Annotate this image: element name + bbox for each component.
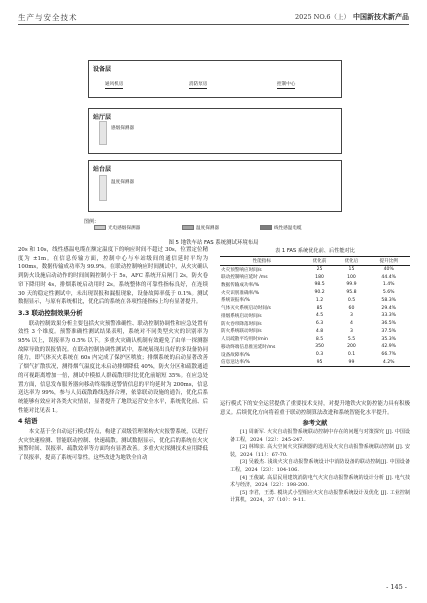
table-cell: 气体灭火系统启动时间/s — [221, 306, 271, 312]
table-row — [220, 289, 410, 297]
table-row — [220, 359, 410, 367]
table-cell: 6.3 — [315, 321, 324, 327]
legend-swatch — [260, 225, 272, 230]
legend-swatch — [94, 225, 106, 230]
references-heading: 参考文献 — [302, 420, 328, 428]
table-cell: 5.5 — [347, 336, 356, 342]
performance-table — [220, 256, 410, 367]
table-cell: 180 — [315, 274, 324, 280]
table-cell: 3 — [350, 328, 353, 334]
device-label: 温度探测器 — [111, 180, 134, 185]
table-cell: 0.3 — [315, 352, 324, 358]
detector-symbol — [99, 121, 107, 145]
table-cell: 29.4% — [381, 305, 397, 311]
left-column — [18, 246, 208, 463]
magazine-name: 中国新技术新产品 — [353, 13, 409, 21]
running-header-section: 生产与安全技术 — [18, 13, 78, 22]
reference-item: [1] 周新军. 火灾自动报警系统联动控制中存在的问题与对策探究 [J]. 中国设备工程，2024（22）：245-247. — [230, 429, 410, 443]
table-cell: 1.4% — [382, 282, 395, 288]
table-cell: 15 — [348, 267, 355, 273]
section-heading: 3.3 联动控制效果分析 — [18, 308, 83, 317]
layer-title: 站厅层 — [93, 114, 112, 121]
table-row — [220, 320, 410, 328]
table-row — [220, 266, 410, 274]
table-cell: 联动控制响应延时 /ms — [221, 275, 268, 281]
fas-layout-diagram — [78, 50, 348, 250]
table-cell: 33.3% — [381, 313, 397, 319]
table-cell: 3 — [350, 313, 353, 319]
table-cell: 58.3% — [381, 297, 397, 303]
layer-title: 站台层 — [93, 166, 112, 173]
legend-item: 线性感温电缆 — [260, 225, 302, 231]
device-label: 消防泵房 — [189, 82, 208, 87]
table-cell: 99.9 — [346, 282, 357, 288]
table-cell: 移动终端信息推送延时/ms — [221, 344, 276, 350]
table-cell: 系统误报率/% — [221, 298, 250, 304]
table-cell: 42.9% — [381, 344, 397, 350]
table-cell: 60 — [348, 305, 355, 311]
table-cell: 设备故障率/% — [221, 352, 250, 358]
reference-item: [4] 王俊斌. 高层民用建筑消防电气火灾自动报警系统的设计分析 [J]. 电气技术与经济，2024（22）：198-200. — [230, 474, 410, 489]
platform-layer-box — [88, 160, 342, 212]
table-cell: 95.8 — [346, 290, 357, 296]
table-row — [220, 335, 410, 343]
legend-item: 光电感烟探测器 — [94, 225, 140, 231]
right-column — [220, 400, 410, 505]
legend-swatch — [182, 225, 194, 230]
table-row — [220, 273, 410, 281]
table-cell: 0.5 — [347, 297, 356, 303]
table-cell: 数据传输成功率/% — [221, 282, 260, 288]
table-caption: 表 1 FAS 系统优化前、后性能对比 — [275, 248, 355, 254]
table-cell: 0.1 — [347, 352, 356, 358]
header-rule — [18, 24, 409, 25]
body-paragraph: 运行模式下的安全运营提供了重要技术支持，对提升地铁火灾防控能力具有积极意义。后续优化方向将着重于联动控制算法改进和系统智能化水平提升。 — [220, 401, 410, 416]
table-cell: 35.3% — [381, 336, 397, 342]
body-paragraph: 20s 和 10s，线性感温电缆在额定温度下的响应时间不超过 30s，位置定位精度为 ±1m。在信息传输方面，控制中心与车站级间的通信延时平均为 100ms，数据传输成功率为 99.9%。在联动控制响应时间测试中，从火灾确认到防火设施启动动作的时间间隔控制小于 5s，AFC 系统开启闸门 2s，防火卷帘下降用时 4s，排烟系统启动用时 2s。系统整体的可靠性指标良好，在连续 30 天的稳定性测试中，未出现误报和漏报现象，设备故障率低于 0.1%。测试数据显示，与原有系统相比，优化后的系统在各项性能指标上均有显著提升。 — [18, 247, 208, 306]
page-number: - 145 - — [386, 583, 407, 591]
issue-number: 2025 NO.6（上） — [295, 13, 350, 21]
table-cell: 4.8 — [315, 328, 324, 334]
device-label: 通风机房 — [105, 82, 124, 87]
column-header: 优化前 — [304, 257, 336, 266]
table-cell: 人员疏散平均用时/min — [221, 337, 268, 343]
legend-item: 温度探测器 — [182, 225, 219, 231]
table-cell: 95 — [304, 359, 336, 367]
table-cell: 8.5 — [315, 336, 324, 342]
table-cell: 防火系统联动时间/s — [221, 329, 262, 335]
device-label: 控制中心 — [277, 82, 296, 87]
figure-caption: 图 5 地铁车站 FAS 系统测试环境布局 — [168, 240, 259, 246]
table-cell: 36.5% — [381, 321, 397, 327]
column-header: 提升比例 — [367, 257, 410, 266]
column-header: 优化后 — [336, 257, 368, 266]
table-cell: 信息送达率/% — [220, 359, 304, 367]
table-row — [220, 304, 410, 312]
table-cell: 1.2 — [315, 297, 324, 303]
table-cell: 350 — [315, 344, 324, 350]
table-cell: 98.5 — [314, 282, 325, 288]
table-cell: 4.2% — [367, 359, 410, 367]
legend-title: 图例： — [84, 219, 100, 225]
table-cell: 40% — [383, 267, 394, 273]
table-row — [220, 343, 410, 351]
figure-legend — [84, 218, 344, 234]
device-label: 感烟探测器 — [111, 126, 134, 131]
table-cell: 90.2 — [314, 290, 325, 296]
table-cell: 100 — [347, 274, 356, 280]
layer-title: 设备层 — [93, 66, 112, 73]
table-cell: 火灾预警响应时间/s — [221, 267, 262, 273]
table-row — [220, 328, 410, 336]
section-heading: 4 结语 — [18, 417, 38, 426]
table-header-row — [220, 257, 410, 266]
table-cell: 4 — [350, 321, 353, 327]
table-cell: 防火卷帘降落时间/s — [221, 321, 262, 327]
table-row — [220, 351, 410, 359]
reference-item: [3] 吴毅杰. 浅谈火灾自动报警系统设计中消防设备的联动控制[J]. 中国设备工程，2024（23）：104-106. — [230, 459, 410, 474]
concourse-layer-box — [88, 108, 342, 154]
table-cell: 66.7% — [381, 352, 397, 358]
table-cell: 火灾识别准确率/% — [221, 290, 260, 296]
reference-item: [2] 林锦亲. 高大空间火灾探测器的选用及火灾自动报警系统联动控制 [J]. 安装，2024（11）：67-70. — [230, 444, 410, 458]
body-paragraph: 本文基于全自动运行模式特点，构建了双级管理架构火灾报警系统，以进行火灾快速检测、智能联动控制、快速疏散。测试数据显示，优化后的系统在火灾预警时间、误报率、疏散效率等方面均有显著改善。多重火灾探测技术应用降低了误报率，提高了系统可靠性。这些改进为地铁全自动 — [18, 429, 208, 462]
column-header: 性能指标 — [220, 257, 304, 266]
table-cell: 85 — [316, 305, 323, 311]
table-cell: 44.4% — [381, 274, 397, 280]
running-header-journal — [295, 12, 409, 22]
detector-symbol — [99, 175, 107, 201]
table-row — [220, 312, 410, 320]
table-cell: 5.6% — [382, 290, 395, 296]
table-cell: 25 — [316, 267, 323, 273]
table-cell: 37.5% — [381, 328, 397, 334]
equipment-layer-box — [88, 60, 342, 98]
body-paragraph: 联动控制效果分析主要包括火灾预警准确性、联动控制协调性和应急处置有效性 3 个维度。预警准确性测试结果表明，系统对不同类型火灾的识别率为 95% 以上，误报率为 0.5% 以下。多重火灾确认机制有效避免了由单一探测器故障导致的误报情况。在联动控制协调性测试中，系统展现出良好的多设备协同能力，即气体灭火系统在 60s 内完成了保护区喷放；排烟系统的启动显著改善了烟气扩散状况，测得烟气温度比未启动排烟降低 40%，防火分区和疏散通道的可视距离增加一倍，测试中模拟人群疏散用时比优化前缩短 35%。在应急处置方面，信息发布服务器向移动终端推送警情信息的平均延时为 200ms，信息送达率为 99%，参与人员疏散路线选择合理，依靠联动设施的通告，优化后系统能够有效应对各类火灾情景，显著提升了地铁运营安全水平，系统优化前、后性能对比见表 1。 — [18, 320, 208, 414]
table-cell: 99 — [336, 359, 368, 367]
reference-item: [5] 李君，王勇. 模块式小型相应火灾自动报警系统设计及优化 [J]. 工业控制计算机，2024，37（10）：9-11. — [230, 489, 410, 504]
table-cell: 200 — [347, 344, 356, 350]
table-row — [220, 297, 410, 305]
table-cell: 4.5 — [315, 313, 324, 319]
table-cell: 排烟系统启动时间/s — [221, 313, 262, 319]
table-row — [220, 281, 410, 289]
